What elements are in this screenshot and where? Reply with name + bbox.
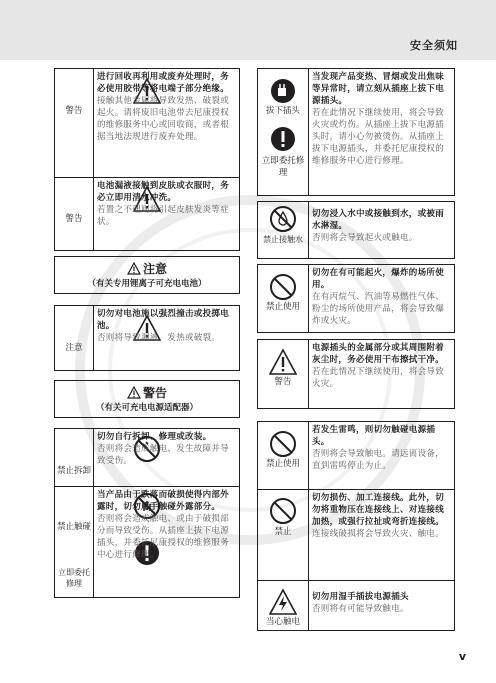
warning-text: 若置之不理则将引起皮肤发炎等症状。 bbox=[97, 205, 230, 227]
prohibited-icon bbox=[269, 430, 297, 458]
warning-text: 否则将会造成触电、或由于破损部分而导致受伤。从插座上拔下电源插头，并委托尼康授权的维修服务中心进行修理。 bbox=[97, 514, 230, 560]
warning-heading: 当发现产品变热、冒烟或发出焦味等异常时，请立刻从插座上拔下电源插头。 bbox=[312, 72, 445, 106]
warning-text: 若在此情况下继续使用，将会导致火灾或灼伤。从插座上拔下电源插头时，请小心勿被烫伤。从插座上拔下电源插头，并委托尼康授权的维修服务中心进行修理。 bbox=[312, 108, 445, 166]
page-header bbox=[0, 0, 496, 60]
adapter-warning-heading bbox=[54, 380, 240, 418]
dust-warning-box bbox=[257, 339, 455, 409]
warning-triangle-icon bbox=[127, 386, 141, 399]
unplug-label: 拔下插头 bbox=[265, 106, 300, 116]
section-title: 警告 bbox=[142, 386, 167, 400]
caution-section-heading bbox=[54, 256, 240, 294]
battery-warning-box bbox=[54, 68, 240, 251]
warning-heading: 电池漏液接触到皮肤或衣服时，务必立即用清水冲洗。 bbox=[97, 181, 230, 203]
warning-label-2: 警告 bbox=[65, 214, 83, 224]
no-use-box bbox=[257, 264, 455, 333]
warning-heading: 进行回收再利用或废弃处理时，务必使用胶带等将电端子部分绝缘。 bbox=[97, 72, 230, 94]
no-water-label: 禁止接触水 bbox=[263, 235, 303, 244]
section-subtitle: （有关可充电电源适配器） bbox=[95, 403, 198, 413]
no-touch-label: 禁止触碰 bbox=[56, 522, 91, 532]
warning-text: 否则将会导致起火或触电。 bbox=[312, 233, 418, 243]
prohibited-icon bbox=[269, 273, 297, 301]
caution-text: 否则将导致漏液、发热或破裂。 bbox=[97, 333, 221, 343]
no-water-box bbox=[257, 201, 455, 259]
warning-heading: 若发生雷鸣，则切勿触碰电源插头。 bbox=[312, 425, 436, 447]
no-use-label: 禁止使用 bbox=[265, 302, 300, 312]
warning-heading: 切勿浸入水中或接触到水，或被雨水淋湿。 bbox=[312, 209, 445, 231]
caution-heading: 切勿对电池施以强烈撞击或投掷电池。 bbox=[97, 309, 230, 331]
repair-label: 立即委托修理 bbox=[261, 156, 305, 178]
warning-triangle-icon bbox=[269, 348, 297, 376]
no-disassembly-label: 禁止拆卸 bbox=[56, 466, 91, 476]
repair-label: 立即委托修理 bbox=[58, 568, 90, 588]
warning-heading: 切勿用湿手插拔电源插头 bbox=[312, 592, 409, 602]
warning-text: 否则将会造成触电、发生故障并导致受伤。 bbox=[97, 444, 230, 466]
prohibited-icon bbox=[269, 497, 297, 525]
warning-text: 否则将会导致触电。请远离设备，直到雷鸣停止为止。 bbox=[312, 449, 445, 471]
warning-text: 否则将有可能导致触电。 bbox=[312, 604, 409, 614]
adapter-warning-box bbox=[54, 428, 240, 598]
warning-heading: 切勿在有可能起火，爆炸的场所使用。 bbox=[312, 268, 445, 290]
electric-shock-label: 当心触电 bbox=[265, 617, 300, 627]
warning-heading: 切勿自行拆卸、修理或改装。 bbox=[97, 432, 212, 442]
warning-text: 在有丙烷气、汽油等易燃性气体、粉尘的场所使用产品，将会导致爆炸或火灾。 bbox=[312, 292, 445, 326]
unplug-box bbox=[257, 68, 455, 196]
warning-text: 连接线破损将会导致火灾、触电。 bbox=[312, 529, 445, 539]
caution-label: 注意 bbox=[65, 343, 83, 353]
power-cord-box bbox=[257, 421, 455, 631]
unplug-icon bbox=[269, 77, 297, 105]
header-title: 安全须知 bbox=[410, 39, 458, 52]
section-subtitle: （有关专用锂离子可充电电池） bbox=[87, 279, 207, 289]
warning-triangle-icon bbox=[127, 262, 141, 275]
prohibited-label: 禁止 bbox=[274, 527, 292, 537]
warning-text: 若在此情况下继续使用，将会导致火灾。 bbox=[312, 367, 445, 389]
repair-icon bbox=[269, 125, 297, 153]
electric-shock-icon bbox=[269, 588, 297, 616]
warning-label: 警告 bbox=[274, 377, 292, 387]
no-use-label: 禁止使用 bbox=[265, 459, 300, 469]
warning-text: 接触其他金属将导致发热、破裂或起火。请将废旧电池带去尼康授权的维修服务中心或回收商，或者根据当地法规进行废弃处理。 bbox=[97, 96, 230, 142]
caution-box bbox=[54, 305, 240, 371]
warning-heading: 当产品由于跌落而破损使得内部外露时，切勿用手触碰外露部分。 bbox=[97, 490, 230, 512]
warning-heading: 电源插头的金属部分或其周围附着灰尘时，务必使用干布擦拭干净。 bbox=[312, 343, 445, 365]
page-number: v bbox=[458, 650, 466, 663]
no-water-icon bbox=[269, 205, 297, 233]
section-title: 注意 bbox=[142, 262, 167, 276]
warning-heading: 切勿损伤、加工连接线。此外，切勿将重物压在连接线上、对连接线加热，或强行拉扯或弯折连接线。 bbox=[312, 493, 445, 527]
warning-label-1: 警告 bbox=[65, 106, 83, 116]
